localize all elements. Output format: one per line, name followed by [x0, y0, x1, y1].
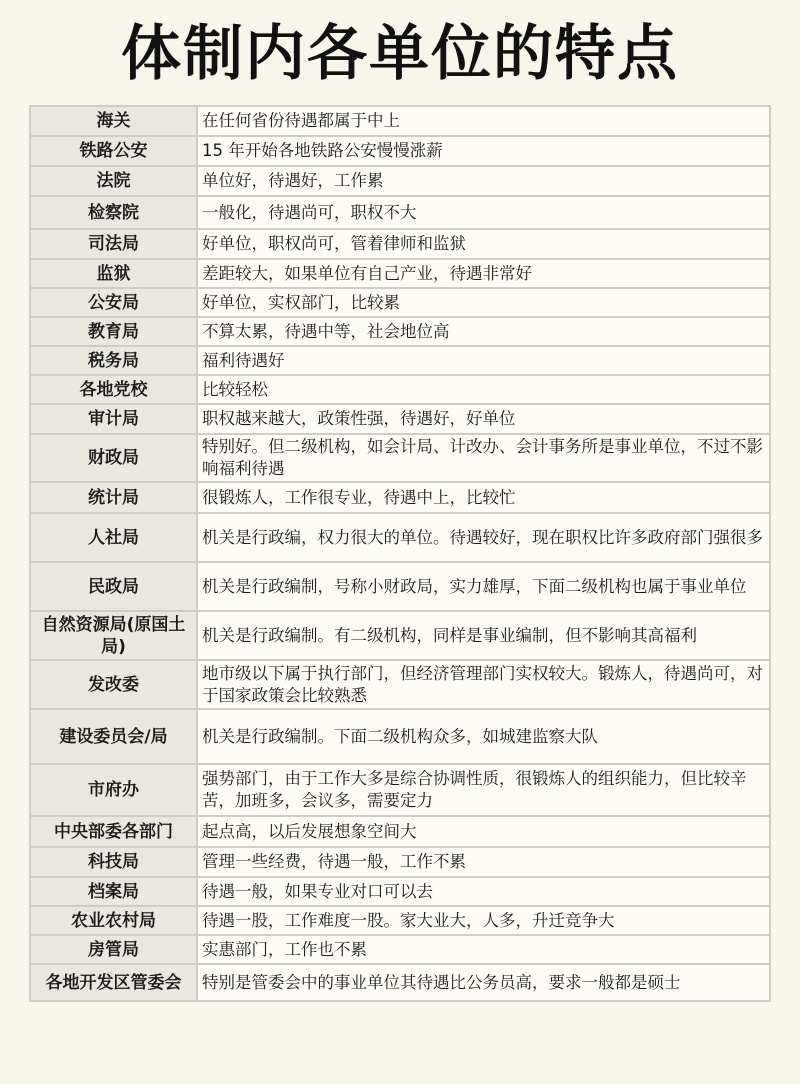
unit-name: 法院 — [30, 166, 197, 196]
unit-name: 税务局 — [30, 346, 197, 375]
table-row — [30, 346, 770, 375]
table-row — [30, 404, 770, 434]
table-row — [30, 764, 770, 816]
unit-description: 管理一些经费，待遇一般，工作不累 — [197, 847, 770, 877]
table-row — [30, 482, 770, 513]
table-row — [30, 375, 770, 404]
unit-description: 地市级以下属于执行部门，但经济管理部门实权较大。锻炼人，待遇尚可，对于国家政策会比较熟悉 — [197, 660, 770, 709]
unit-description: 机关是行政编制。下面二级机构众多，如城建监察大队 — [197, 709, 770, 764]
unit-description: 在任何省份待遇都属于中上 — [197, 106, 770, 136]
table-row — [30, 709, 770, 764]
unit-name: 自然资源局(原国土局) — [30, 611, 197, 660]
unit-description: 特别好。但二级机构，如会计局、计改办、会计事务所是事业单位，不过不影响福利待遇 — [197, 434, 770, 482]
unit-description: 特别是管委会中的事业单位其待遇比公务员高，要求一般都是硕士 — [197, 964, 770, 1001]
units-table — [29, 105, 771, 1002]
unit-name: 统计局 — [30, 482, 197, 513]
unit-name: 审计局 — [30, 404, 197, 434]
unit-name: 档案局 — [30, 877, 197, 906]
unit-description: 福利待遇好 — [197, 346, 770, 375]
unit-name: 市府办 — [30, 764, 197, 816]
unit-description: 单位好，待遇好，工作累 — [197, 166, 770, 196]
table-row — [30, 906, 770, 935]
table-row — [30, 166, 770, 196]
unit-name: 科技局 — [30, 847, 197, 877]
table-row — [30, 816, 770, 847]
unit-name: 中央部委各部门 — [30, 816, 197, 847]
unit-name: 房管局 — [30, 935, 197, 964]
table-row — [30, 317, 770, 346]
unit-name: 人社局 — [30, 513, 197, 562]
unit-name: 民政局 — [30, 562, 197, 611]
unit-name: 海关 — [30, 106, 197, 136]
unit-name: 司法局 — [30, 229, 197, 259]
table-row — [30, 136, 770, 166]
table-row — [30, 196, 770, 229]
table-row — [30, 660, 770, 709]
unit-name: 教育局 — [30, 317, 197, 346]
unit-name: 各地开发区管委会 — [30, 964, 197, 1001]
unit-description: 强势部门，由于工作大多是综合协调性质，很锻炼人的组织能力，但比较辛苦，加班多，会议多，需要定力 — [197, 764, 770, 816]
unit-description: 一般化，待遇尚可，职权不大 — [197, 196, 770, 229]
table-row — [30, 106, 770, 136]
unit-name: 各地党校 — [30, 375, 197, 404]
unit-description: 实惠部门，工作也不累 — [197, 935, 770, 964]
unit-description: 机关是行政编制，号称小财政局，实力雄厚，下面二级机构也属于事业单位 — [197, 562, 770, 611]
table-row — [30, 877, 770, 906]
table-row — [30, 288, 770, 317]
unit-description: 不算太累，待遇中等，社会地位高 — [197, 317, 770, 346]
table-row — [30, 434, 770, 482]
unit-description: 差距较大，如果单位有自己产业，待遇非常好 — [197, 259, 770, 288]
unit-name: 监狱 — [30, 259, 197, 288]
unit-description: 好单位，职权尚可，管着律师和监狱 — [197, 229, 770, 259]
unit-name: 公安局 — [30, 288, 197, 317]
unit-description: 起点高，以后发展想象空间大 — [197, 816, 770, 847]
unit-description: 机关是行政编，权力很大的单位。待遇较好，现在职权比许多政府部门强很多 — [197, 513, 770, 562]
table-row — [30, 611, 770, 660]
unit-name: 农业农村局 — [30, 906, 197, 935]
table-body — [30, 106, 770, 1001]
table-row — [30, 964, 770, 1001]
table-row — [30, 259, 770, 288]
unit-description: 待遇一般，如果专业对口可以去 — [197, 877, 770, 906]
unit-description: 好单位，实权部门，比较累 — [197, 288, 770, 317]
unit-name: 发改委 — [30, 660, 197, 709]
unit-description: 很锻炼人，工作很专业，待遇中上，比较忙 — [197, 482, 770, 513]
table-row — [30, 513, 770, 562]
unit-name: 建设委员会/局 — [30, 709, 197, 764]
table-row — [30, 847, 770, 877]
unit-name: 财政局 — [30, 434, 197, 482]
unit-name: 铁路公安 — [30, 136, 197, 166]
table-row — [30, 935, 770, 964]
page-title: 体制内各单位的特点 — [121, 19, 679, 89]
unit-description: 待遇一股，工作难度一股。家大业大，人多，升迁竞争大 — [197, 906, 770, 935]
table-row — [30, 229, 770, 259]
unit-name: 检察院 — [30, 196, 197, 229]
table-row — [30, 562, 770, 611]
unit-description: 比较轻松 — [197, 375, 770, 404]
unit-description: 15 年开始各地铁路公安慢慢涨薪 — [197, 136, 770, 166]
unit-description: 机关是行政编制。有二级机构，同样是事业编制，但不影响其高福利 — [197, 611, 770, 660]
unit-description: 职权越来越大，政策性强，待遇好，好单位 — [197, 404, 770, 434]
